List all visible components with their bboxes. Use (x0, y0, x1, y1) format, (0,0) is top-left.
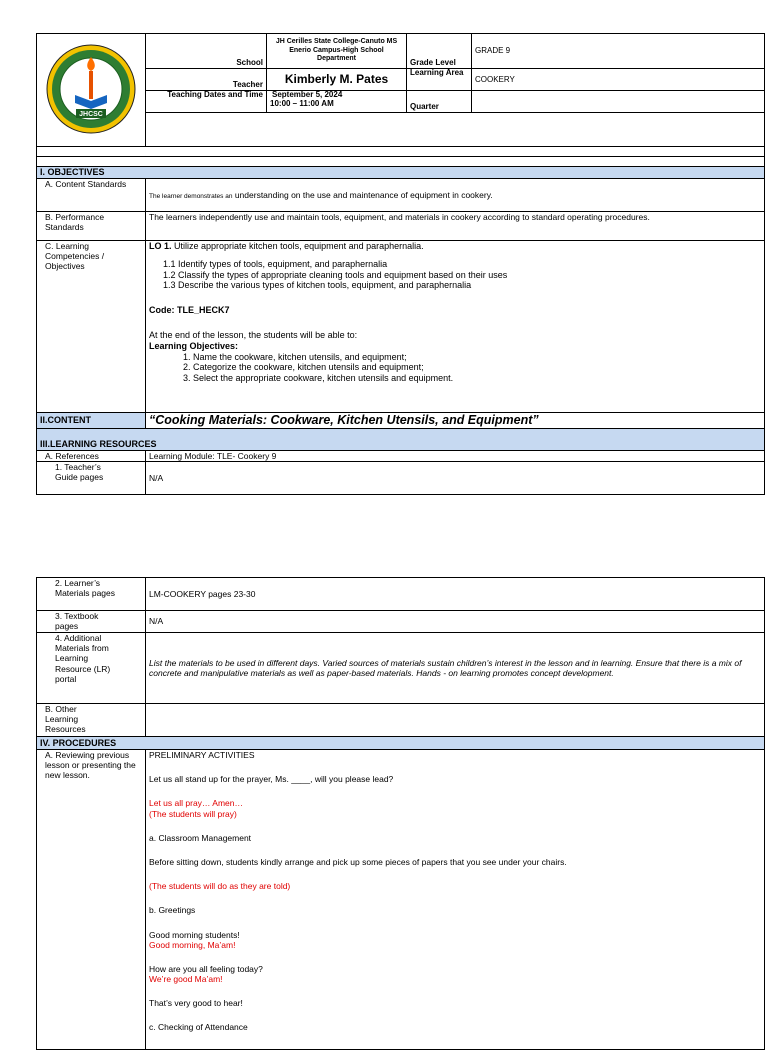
lo-prefix: LO 1. (149, 241, 172, 251)
spacer-row (37, 157, 765, 167)
other-resources-label: B. Other Learning Resources (37, 704, 146, 737)
proc-line-11: How are you all feeling today? (149, 963, 263, 974)
textbook-pages-label: 3. Textbook pages (37, 611, 146, 633)
proc-line-10: Good morning, Ma’am! (149, 939, 236, 950)
lesson-plan-page-1 (36, 33, 765, 495)
quarter-label: Quarter (407, 91, 472, 113)
references-value: Learning Module: TLE- Cookery 9 (146, 451, 765, 462)
proc-line-14: c. Checking of Attendance (149, 1022, 248, 1033)
sub-objective-1: 1.1 Identify types of tools, equipment, and paraphernalia (163, 258, 388, 269)
proc-line-6: Before sitting down, students kindly arrange and pick up some pieces of papers that you see under your chairs. (149, 856, 567, 867)
content-label: II.CONTENT (37, 413, 146, 429)
dates-label: Teaching Dates and Time (146, 91, 267, 113)
proc-line-4: (The students will pray) (149, 808, 237, 819)
sub-objective-2: 1.2 Classify the types of appropriate cleaning tools and equipment based on their uses (163, 269, 508, 280)
content-title: “Cooking Materials: Cookware, Kitchen Utensils, and Equipment” (146, 413, 765, 429)
grade-value: GRADE 9 (472, 34, 765, 69)
grade-label: Grade Level (407, 34, 472, 69)
area-value: COOKERY (472, 69, 765, 91)
lo-text: Utilize appropriate kitchen tools, equipment and paraphernalia. (171, 241, 424, 251)
learners-materials-label: 2. Learner’s Materials pages (37, 578, 146, 611)
learning-objective-2: 2. Categorize the cookware, kitchen utensils and equipment; (183, 362, 424, 373)
end-lesson-text: At the end of the lesson, the students will be able to: (149, 329, 358, 340)
teacher-value: Kimberly M. Pates (267, 69, 407, 91)
learning-objective-3: 3. Select the appropriate cookware, kitchen utensils and equipment. (183, 373, 454, 384)
school-value: JH Cerilles State College-Canuto MS Enerio Campus-High School Department (267, 34, 407, 69)
proc-line-13: That’s very good to hear! (149, 998, 243, 1009)
proc-line-12: We’re good Ma’am! (149, 974, 223, 985)
procedures-heading: IV. PROCEDURES (37, 737, 765, 750)
school-label: School (146, 34, 267, 69)
teacher-label: Teacher (146, 69, 267, 91)
content-standards-label: A. Content Standards (37, 179, 146, 212)
dates-value-date: September 5, 2024 (272, 90, 343, 99)
textbook-pages-value: N/A (146, 611, 765, 633)
proc-line-3: Let us all pray… Amen… (149, 798, 244, 809)
quarter-value (472, 91, 765, 113)
lesson-plan-page-2 (36, 577, 765, 1050)
spacer-row (37, 147, 765, 157)
content-standards-text: understanding on the use and maintenance of equipment in cookery. (232, 189, 493, 200)
resources-heading: III.LEARNING RESOURCES (37, 429, 765, 451)
performance-standards-label: B. Performance Standards (37, 212, 146, 241)
additional-materials-value: List the materials to be used in different days. Varied sources of materials sustain children’s interest in the lesson and in learning. Ensure that there is a mix of concrete and manipulative materials as well as paper-based materials. Hands - on learning promotes concept development. (146, 633, 765, 704)
header-blank (146, 113, 765, 147)
proc-line-2: Let us all stand up for the prayer, Ms. ____, will you please lead? (149, 774, 394, 785)
references-label: A. References (37, 451, 146, 462)
reviewing-label: A. Reviewing previous lesson or presenting the new lesson. (37, 750, 146, 1050)
teachers-guide-value: N/A (146, 462, 765, 495)
learning-objective-1: 1. Name the cookware, kitchen utensils, and equipment; (183, 351, 407, 362)
svg-text:JHCSC: JHCSC (79, 110, 103, 118)
content-standards-small: The learner demonstrates an (149, 192, 233, 200)
proc-line-9: Good morning students! (149, 929, 240, 940)
proc-line-8: b. Greetings (149, 905, 196, 916)
additional-materials-label: 4. Additional Materials from Learning Resource (LR) portal (37, 633, 146, 704)
proc-line-5: a. Classroom Management (149, 832, 252, 843)
school-logo (37, 34, 146, 147)
other-resources-value (146, 704, 765, 737)
competencies-label: C. Learning Competencies / Objectives (37, 241, 146, 413)
proc-line-7: (The students will do as they are told) (149, 881, 291, 892)
learners-materials-value: LM-COOKERY pages 23-30 (146, 578, 765, 611)
sub-objective-3: 1.3 Describe the various types of kitchen tools, equipment, and paraphernalia (163, 280, 472, 291)
area-label: Learning Area (407, 69, 472, 91)
school-seal-icon (45, 43, 137, 135)
objectives-heading: I. OBJECTIVES (37, 167, 765, 179)
teachers-guide-label: 1. Teacher’s Guide pages (37, 462, 146, 495)
proc-line-1: PRELIMINARY ACTIVITIES (149, 750, 255, 760)
performance-standards-text: The learners independently use and maintain tools, equipment, and materials in cookery according to standard operating procedures. (146, 212, 765, 241)
competency-code: Code: TLE_HECK7 (149, 305, 230, 316)
dates-value-time: 10:00 – 11:00 AM (270, 98, 334, 108)
learning-objectives-heading: Learning Objectives: (149, 340, 239, 351)
